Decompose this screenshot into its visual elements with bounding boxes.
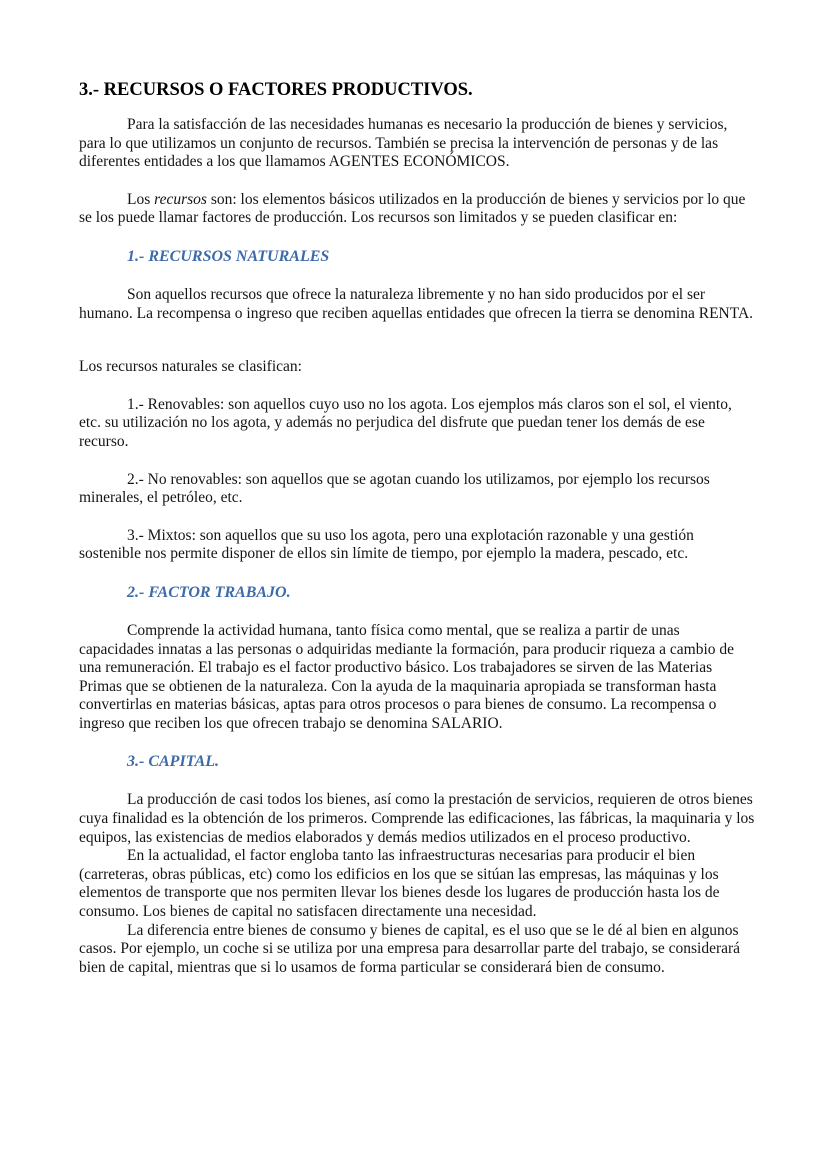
intro-paragraph-1: Para la satisfacción de las necesidades humanas es necesario la producción de bienes y servicios, para lo que utilizamos un conjunto de recursos. También se precisa la intervención de personas y de las diferentes entidades a los que llamamos AGENTES ECONÓMICOS. [79,116,728,171]
capital-paragraph-2: En la actualidad, el factor engloba tanto las infraestructuras necesarias para producir el bien (carreteras, obras públicas, etc) como los edificios en los que se sitúan las empresas, las máquinas y los elementos de transporte que nos permiten llevar los bienes desde los lugares de producción hasta los de consumo. Los bienes de capital no satisfacen directamente una necesidad. [79,847,720,921]
capital-paragraph-1: La producción de casi todos los bienes, así como la prestación de servicios, requieren de otros bienes cuya finalidad es la obtención de los primeros. Comprende las edificaciones, las fábricas, la maquinaria y los equipos, las existencias de medios elaborados y demás medios utilizados en el proceso productivo. [79,791,755,846]
recursos-naturales-paragraph: Son aquellos recursos que ofrece la naturaleza libremente y no han sido producidos por el ser humano. La recompensa o ingreso que reciben aquellas entidades que ofrecen la tierra se denomina RENTA. [79,285,754,322]
recursos-emphasis: recursos [154,190,207,208]
intro-paragraph-2-start: Los [127,190,155,208]
intro-paragraph-2-rest: son: los elementos básicos utilizados en la producción de bienes y servicios por lo que se los puede llamar factores de producción. Los recursos son limitados y se pueden clasificar en: [79,190,746,227]
no-renovables-item: 2.- No renovables: son aquellos que se agotan cuando los utilizamos, por ejemplo los recursos minerales, el petróleo, etc. [79,470,710,507]
mixtos-item: 3.- Mixtos: son aquellos que su uso los agota, pero una explotación razonable y una gestión sostenible nos permite disponer de ellos sin límite de tiempo, por ejemplo la madera, pescado, etc. [79,526,694,563]
factor-trabajo-paragraph: Comprende la actividad humana, tanto física como mental, que se realiza a partir de unas capacidades innatas a las personas o adquiridas mediante la formación, para producir riqueza a cambio de una remuneración. El trabajo es el factor productivo básico. Los trabajadores se sirven de las Materias Primas que se obtienen de la naturaleza. Con la ayuda de la maquinaria apropiada se transforman hasta convertirlas en materias básicas, aptas para otros procesos o para bienes de consumo. La recompensa o ingreso que reciben los que ofrecen trabajo se denomina SALARIO. [79,621,735,732]
recursos-naturales-classify: Los recursos naturales se clasifican: [79,358,302,376]
renovables-item: 1.- Renovables: son aquellos cuyo uso no los agota. Los ejemplos más claros son el sol, el viento, etc. su utilización no los agota, y además no perjudica del disfrute que puedan tener los demás de ese recurso. [79,395,732,450]
document-page [79,78,755,977]
section-heading-factor-trabajo: 2.- FACTOR TRABAJO. [127,583,291,601]
section-heading-recursos-naturales: 1.- RECURSOS NATURALES [127,247,330,265]
capital-paragraph-3: La diferencia entre bienes de consumo y bienes de capital, es el uso que se le dé al bien en algunos casos. Por ejemplo, un coche si se utiliza por una empresa para desarrollar parte del trabajo, se considerará bien de capital, mientras que si lo usamos de forma particular se considerará bien de consumo. [79,921,741,976]
document-title: 3.- RECURSOS O FACTORES PRODUCTIVOS. [79,80,473,100]
intro-paragraph-2 [79,191,755,228]
section-heading-capital: 3.- CAPITAL. [127,753,220,771]
